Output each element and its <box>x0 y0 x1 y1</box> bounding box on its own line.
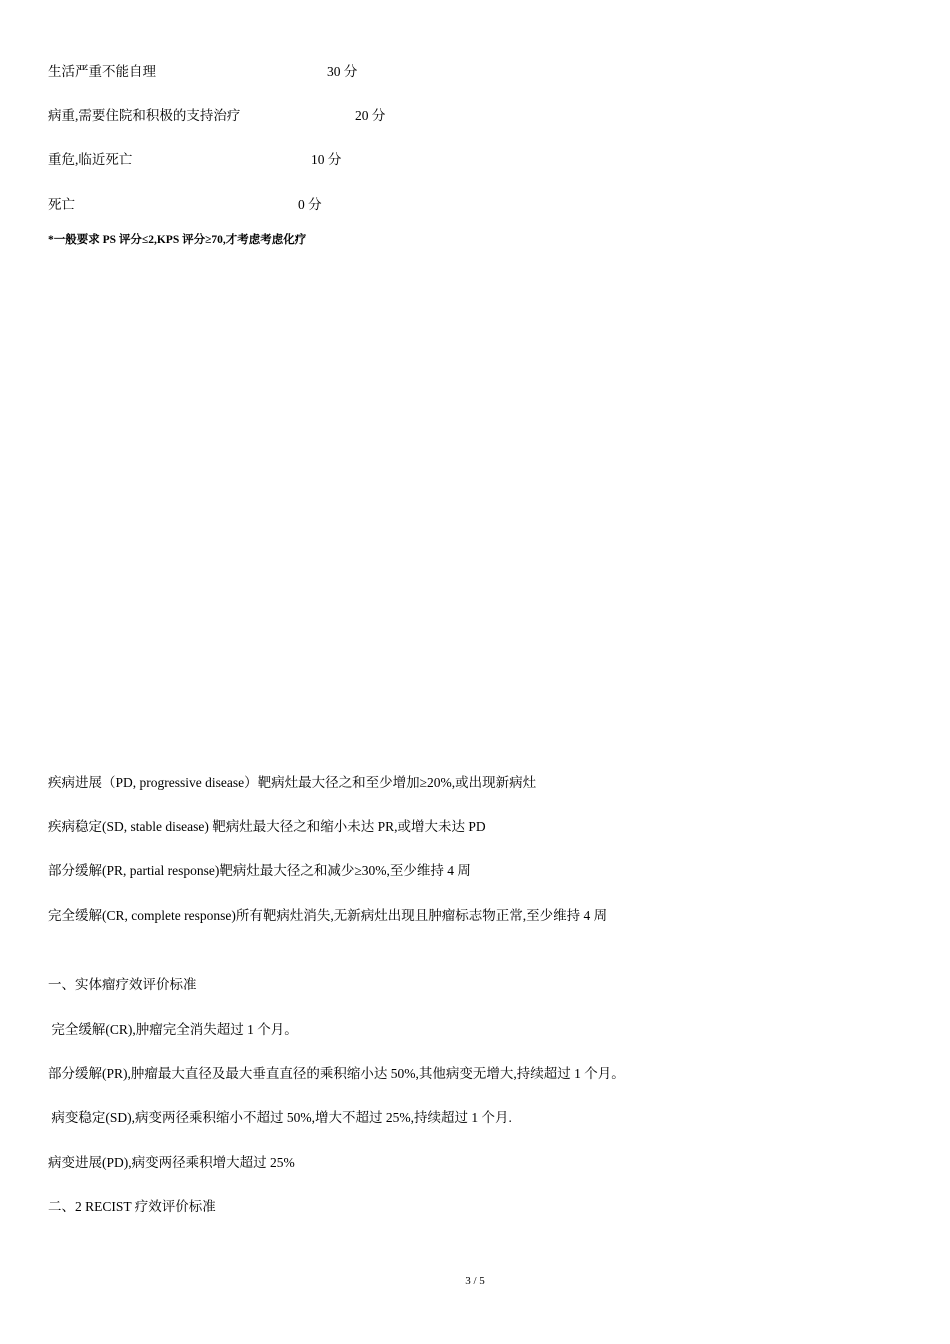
chemo-requirement-note: *一般要求 PS 评分≤2,KPS 评分≥70,才考虑考虑化疗 <box>48 234 307 246</box>
section-heading: 二、2 RECIST 疗效评价标准 <box>48 1199 216 1214</box>
kps-row-label: 死亡 <box>48 197 75 212</box>
response-line-sd: 疾病稳定(SD, stable disease) 靶病灶最大径之和缩小未达 PR,或增大未达 PD <box>48 819 486 834</box>
kps-row-label: 重危,临近死亡 <box>48 152 133 167</box>
kps-row-label: 生活严重不能自理 <box>48 64 156 79</box>
criteria-item: 病变稳定(SD),病变两径乘积缩小不超过 50%,增大不超过 25%,持续超过 1 个月. <box>48 1110 512 1125</box>
kps-row-score: 10 分 <box>311 152 342 167</box>
response-line-pd: 疾病进展（PD, progressive disease）靶病灶最大径之和至少增加≥20%,或出现新病灶 <box>48 775 537 790</box>
page-number: 3 / 5 <box>465 1275 485 1287</box>
criteria-item: 病变进展(PD),病变两径乘积增大超过 25% <box>48 1155 295 1170</box>
kps-row-score: 20 分 <box>355 108 386 123</box>
kps-row-label: 病重,需要住院和积极的支持治疗 <box>48 108 241 123</box>
kps-row-score: 0 分 <box>298 197 322 212</box>
kps-row-score: 30 分 <box>327 64 358 79</box>
criteria-item: 部分缓解(PR),肿瘤最大直径及最大垂直直径的乘积缩小达 50%,其他病变无增大,持续超过 1 个月。 <box>48 1066 625 1081</box>
criteria-item: 完全缓解(CR),肿瘤完全消失超过 1 个月。 <box>48 1022 298 1037</box>
response-line-pr: 部分缓解(PR, partial response)靶病灶最大径之和减少≥30%,至少维持 4 周 <box>48 863 471 878</box>
response-line-cr: 完全缓解(CR, complete response)所有靶病灶消失,无新病灶出现且肿瘤标志物正常,至少维持 4 周 <box>48 908 608 923</box>
section-heading: 一、实体瘤疗效评价标准 <box>48 977 197 992</box>
